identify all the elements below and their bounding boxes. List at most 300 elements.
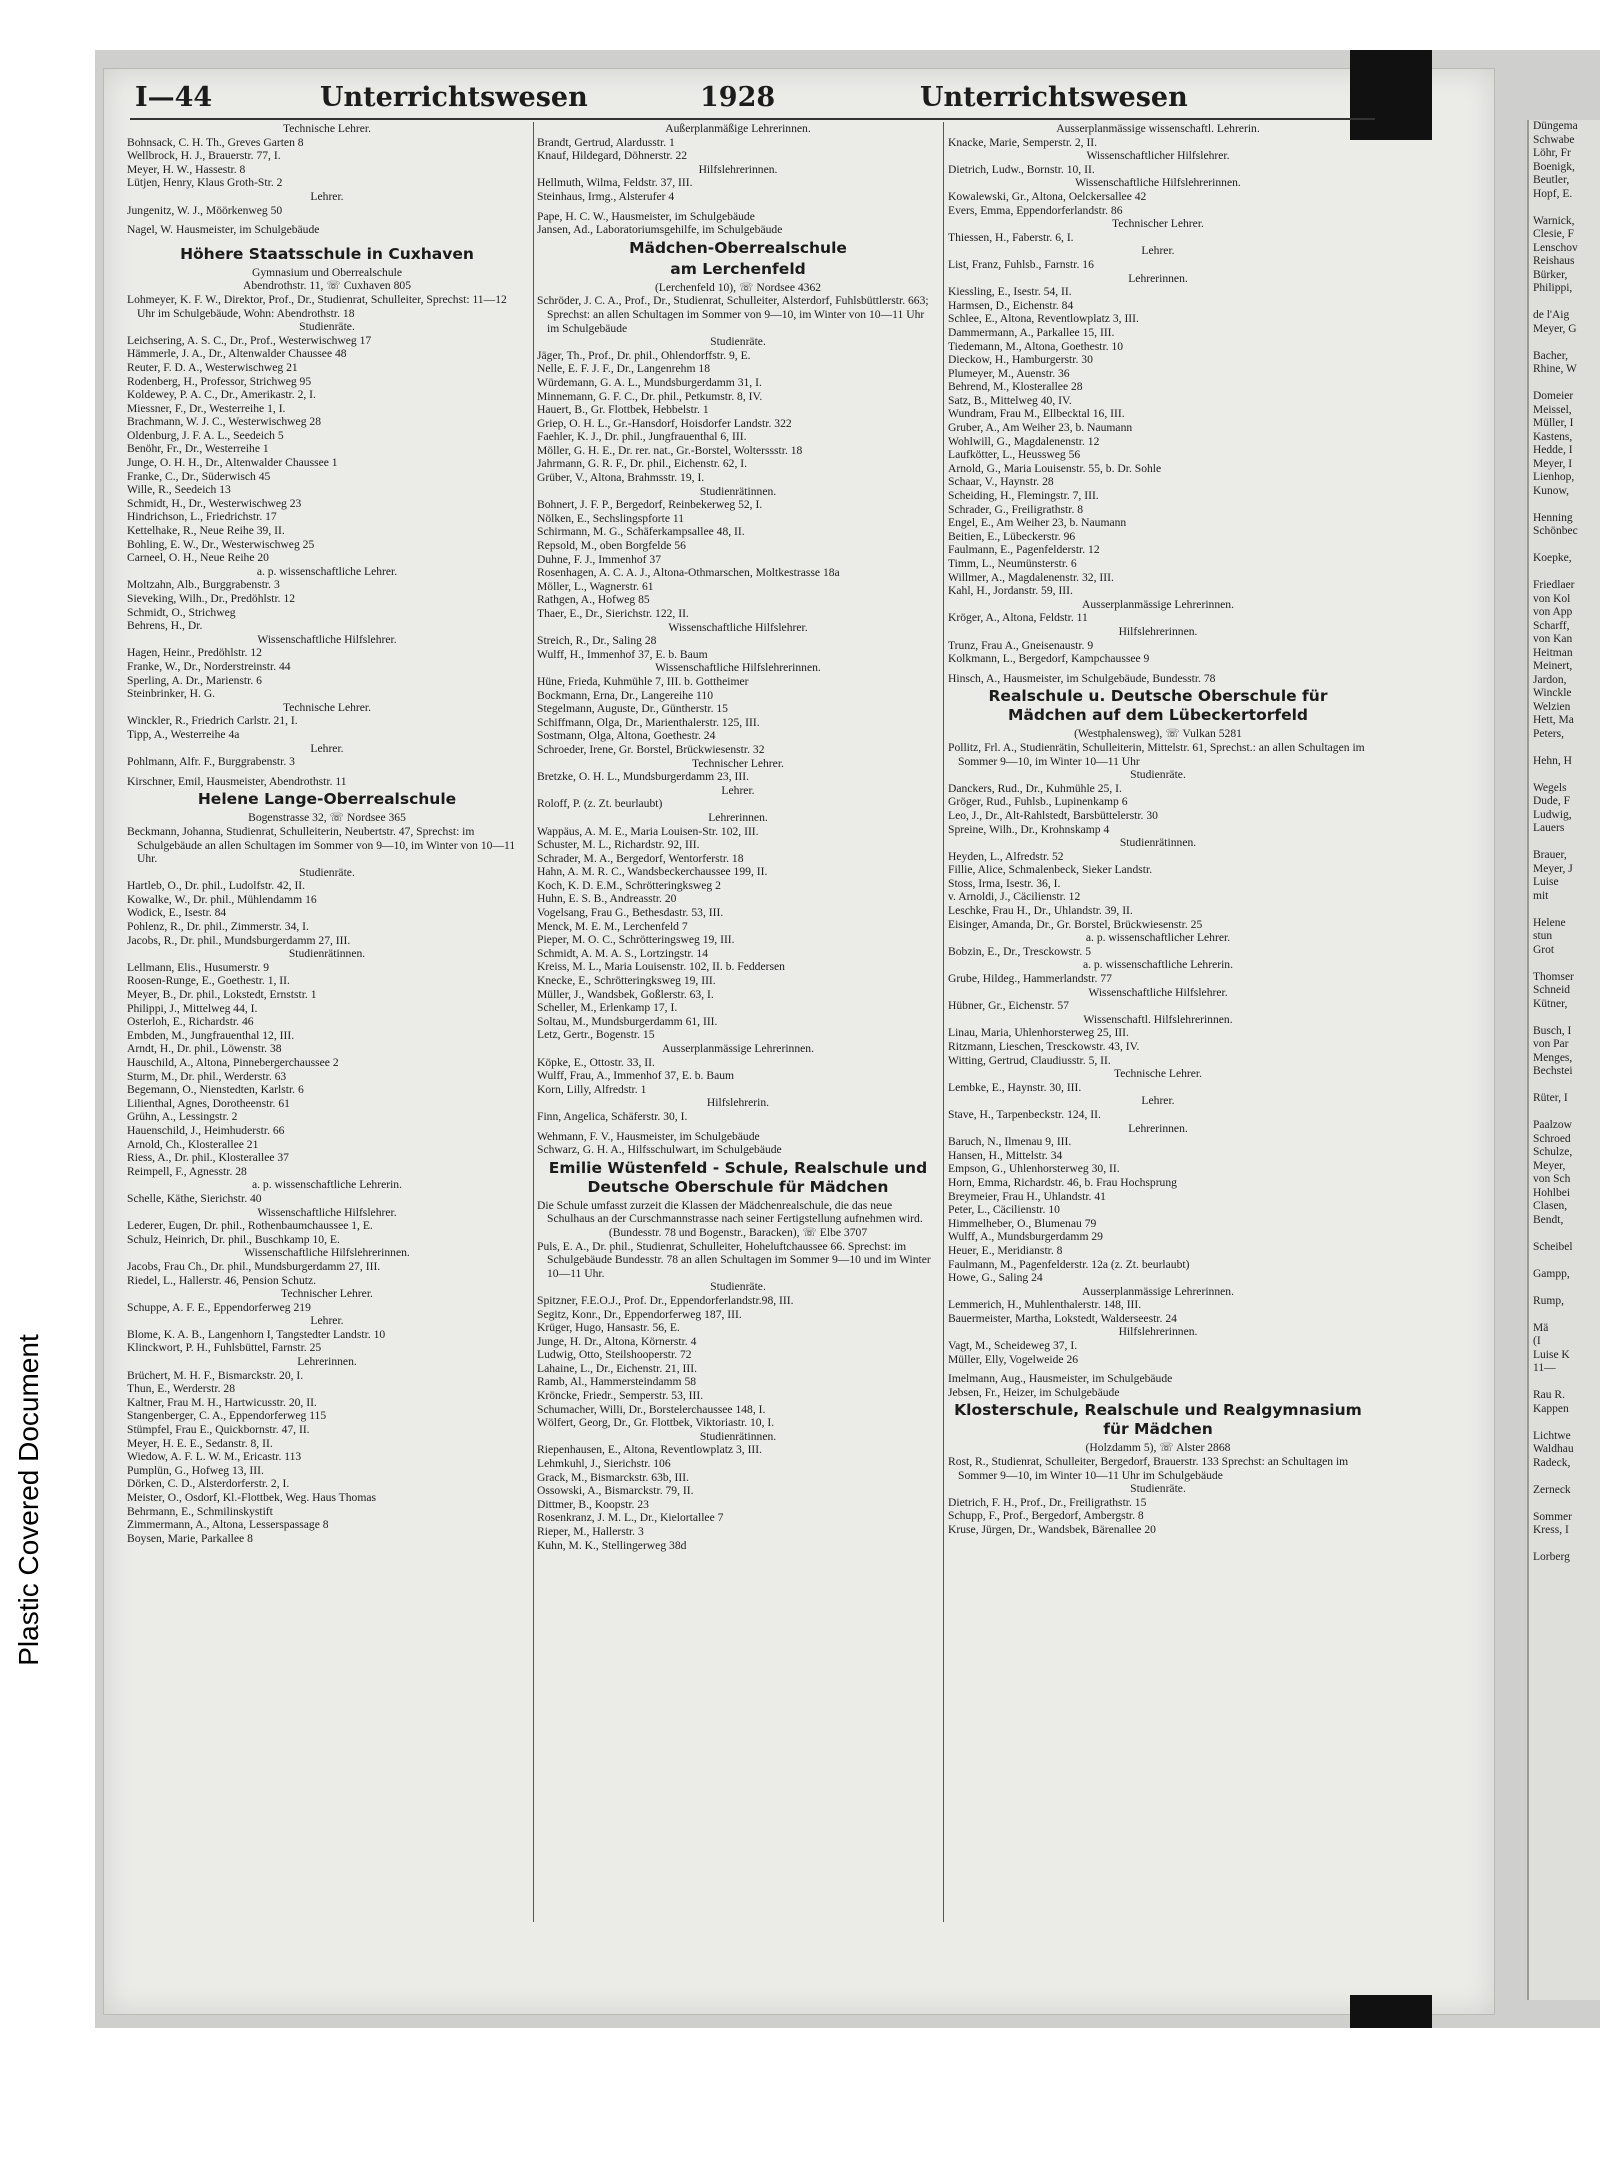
directory-entry: Nagel, W. Hausmeister, im Schulgebäude xyxy=(127,223,320,237)
directory-entry: Danckers, Rud., Dr., Kuhmühle 25, I. xyxy=(948,781,1122,795)
directory-entry: Satz, B., Mittelweg 40, IV. xyxy=(948,393,1072,407)
directory-entry: Peter, L., Cäcilienstr. 10 xyxy=(948,1203,1060,1217)
adjacent-page-line: Luise xyxy=(1533,876,1559,888)
directory-entry: Witting, Gertrud, Claudiusstr. 5, II. xyxy=(948,1053,1111,1067)
directory-entry: Wölfert, Georg, Dr., Gr. Flottbek, Viktoriastr. 10, I. xyxy=(537,1416,775,1430)
directory-entry: Bretzke, O. H. L., Mundsburgerdamm 23, III. xyxy=(537,770,749,784)
directory-entry: Tipp, A., Westerreihe 4a xyxy=(127,727,240,741)
directory-entry: Kaltner, Frau M. H., Hartwicusstr. 20, II. xyxy=(127,1395,317,1409)
adjacent-page-line xyxy=(1529,539,1600,553)
directory-entry: Sturm, M., Dr. phil., Werderstr. 63 xyxy=(127,1069,287,1083)
directory-entry: Schrader, M. A., Bergedorf, Wentorferstr. 18 xyxy=(537,851,744,865)
adjacent-page-line xyxy=(1529,957,1600,971)
adjacent-page-line: Meyer, I xyxy=(1533,457,1573,470)
directory-entry: Kuhn, M. K., Stellingerweg 38d xyxy=(537,1538,687,1552)
directory-entry: Schroeder, Irene, Gr. Borstel, Brückwiesenstr. 32 xyxy=(537,742,765,756)
adjacent-page-line: Brauer, xyxy=(1533,849,1567,861)
directory-entry: Lemmerich, H., Muhlenthalerstr. 148, III. xyxy=(948,1298,1142,1312)
adjacent-page-line: Kappen xyxy=(1533,1402,1569,1415)
adjacent-page-line: Lorberg xyxy=(1533,1551,1570,1563)
directory-entry: Dieckow, H., Hamburgerstr. 30 xyxy=(948,353,1093,367)
adjacent-page-line xyxy=(1529,336,1600,350)
section-heading: Studienräte. xyxy=(299,865,355,879)
directory-entry: Meister, O., Osdorf, Kl.-Flottbek, Weg. Haus Thomas xyxy=(127,1491,377,1504)
directory-entry: Laufkötter, L., Heussweg 56 xyxy=(948,448,1081,462)
adjacent-page-line xyxy=(1529,1497,1600,1511)
adjacent-page-line: Helene xyxy=(1533,916,1566,929)
adjacent-page-line: Hedde, I xyxy=(1533,444,1573,456)
directory-entry: Zimmermann, A., Altona, Lesserspassage 8 xyxy=(127,1518,329,1532)
adjacent-page-line: Mä xyxy=(1533,1321,1549,1334)
directory-entry: Klinckwort, P. H., Fuhlsbüttel, Farnstr. 25 xyxy=(127,1341,322,1355)
directory-entry: Arndt, H., Dr. phil., Löwenstr. 38 xyxy=(127,1042,282,1056)
section-heading: Wissenschaftliche Hilfslehrer. xyxy=(257,1205,397,1219)
directory-entry: Moltzahn, Alb., Burggrabenstr. 3 xyxy=(127,578,280,592)
section-heading: (Westphalensweg), ☏ Vulkan 5281 xyxy=(1074,727,1242,741)
directory-entry: Kettelhake, R., Neue Reihe 39, II. xyxy=(127,524,285,538)
section-heading: Ausserplanmässige Lehrerinnen. xyxy=(1082,1284,1234,1298)
section-heading: Wissenschaftliche Hilfslehrer. xyxy=(1088,985,1228,999)
adjacent-page-line: Scheibel xyxy=(1533,1240,1573,1253)
adjacent-page-line: von Sch xyxy=(1533,1173,1571,1185)
section-heading: Technischer Lehrer. xyxy=(692,756,784,770)
running-title-right: Unterrichtswesen xyxy=(920,82,1188,113)
directory-entry: Linau, Maria, Uhlenhorsterweg 25, III. xyxy=(948,1026,1129,1040)
directory-entry: Finn, Angelica, Schäferstr. 30, I. xyxy=(537,1109,688,1123)
school-heading: Mädchen-Oberrealschule xyxy=(629,238,847,257)
adjacent-page-line xyxy=(1529,741,1600,755)
directory-entry: Franke, W., Dr., Norderstreinstr. 44 xyxy=(127,659,291,673)
directory-entry: Leschke, Frau H., Dr., Uhlandstr. 39, II. xyxy=(948,904,1133,918)
directory-entry: Schulz, Heinrich, Dr. phil., Buschkamp 10, E. xyxy=(127,1232,340,1246)
adjacent-page-line: Winckle xyxy=(1533,687,1572,699)
directory-entry: Begemann, O., Nienstedten, Karlstr. 6 xyxy=(127,1083,304,1097)
directory-entry: Wiedow, A. F. L. W. M., Ericastr. 113 xyxy=(127,1450,302,1464)
directory-entry: Scheller, M., Erlenkamp 17, I. xyxy=(537,1001,678,1015)
directory-entry: Junge, O. H. H., Dr., Altenwalder Chaussee 1 xyxy=(127,456,338,470)
adjacent-page-line: Zerneck xyxy=(1533,1483,1571,1496)
directory-entry: Lahaine, L., Dr., Eichenstr. 21, III. xyxy=(537,1361,698,1375)
directory-entry: Möller, G. H. E., Dr. rer. nat., Gr.-Borstel, Wolterssstr. 18 xyxy=(537,443,803,457)
directory-entry: Osterloh, E., Richardstr. 46 xyxy=(127,1015,254,1029)
directory-entry: Engel, E., Am Weiher 23, b. Naumann xyxy=(948,516,1127,530)
section-heading: Studienräte. xyxy=(299,320,355,334)
directory-entry: Rieper, M., Hallerstr. 3 xyxy=(537,1525,644,1538)
directory-entry: Schaar, V., Haynstr. 28 xyxy=(948,475,1054,489)
directory-entry: Roloff, P. (z. Zt. beurlaubt) xyxy=(537,797,663,811)
directory-entry: Rodenberg, H., Professor, Strichweg 95 xyxy=(127,374,312,388)
directory-entry: Soltau, M., Mundsburgerdamm 61, III. xyxy=(537,1014,718,1028)
directory-entry: Baruch, N., Ilmenau 9, III. xyxy=(948,1135,1072,1149)
section-heading: Studienrätinnen. xyxy=(288,947,366,961)
directory-entry: Pollitz, Frl. A., Studienrätin, Schulleiterin, Mittelstr. 61, Sprechst.: an allen Schultagen im Sommer 9—10, im Winter 10—11 Uhr xyxy=(948,740,1365,768)
directory-entry: Bohling, E. W., Dr., Westerwischweg 25 xyxy=(127,537,315,551)
directory-entry: Carneel, O. H., Neue Reihe 20 xyxy=(127,551,269,565)
adjacent-page-line: Meinert, xyxy=(1533,660,1573,672)
directory-entry: Dietrich, Ludw., Bornstr. 10, II. xyxy=(948,162,1095,176)
running-title-left: Unterrichtswesen xyxy=(320,82,588,113)
adjacent-page-line: Thomser xyxy=(1533,970,1574,983)
adjacent-page-line: Löhr, Fr xyxy=(1533,147,1571,159)
directory-entry: Kiessling, E., Isestr. 54, II. xyxy=(948,285,1072,299)
directory-entry: Duhne, F. J., Immenhof 37 xyxy=(537,552,662,566)
directory-entry: Kowalewski, Gr., Altona, Oelckersallee 42 xyxy=(948,189,1147,203)
section-heading: Lehrer. xyxy=(1141,1094,1175,1108)
directory-entry: Meyer, B., Dr. phil., Lokstedt, Ernststr. 1 xyxy=(127,988,317,1002)
adjacent-page-line xyxy=(1529,296,1600,310)
directory-entry: Riepenhausen, E., Altona, Reventlowplatz 3, III. xyxy=(537,1443,763,1457)
directory-entry: Segitz, Konr., Dr., Eppendorferweg 187, III. xyxy=(537,1307,742,1321)
adjacent-page-line: von Par xyxy=(1533,1038,1569,1050)
section-heading: Ausserplanmässige Lehrerinnen. xyxy=(662,1042,814,1055)
section-heading: Lehrerinnen. xyxy=(1128,1121,1188,1135)
section-heading: Ausserplanmässige wissenschaftl. Lehrerin. xyxy=(1056,122,1260,135)
directory-entry: Brüchert, M. H. F., Bismarckstr. 20, I. xyxy=(127,1368,304,1382)
directory-entry: Schumacher, Willi, Dr., Borstelerchaussee 148, I. xyxy=(537,1402,766,1416)
directory-entry: Bobzin, E., Dr., Tresckowstr. 5 xyxy=(948,944,1091,958)
adjacent-page-line: Scharff, xyxy=(1533,619,1570,632)
section-heading: Studienräte. xyxy=(1130,1482,1186,1496)
directory-entry: Wohlwill, G., Magdalenenstr. 12 xyxy=(948,434,1100,448)
directory-entry: Pumplün, G., Hofweg 13, III. xyxy=(127,1463,264,1477)
directory-entry: Würdemann, G. A. L., Mundsburgerdamm 31, I. xyxy=(537,375,762,389)
directory-entry: Wulff, H., Immenhof 37, E. b. Baum xyxy=(537,647,708,661)
directory-entry: Hansen, H., Mittelstr. 34 xyxy=(948,1148,1063,1162)
directory-entry: Wodick, E., Isestr. 84 xyxy=(127,906,227,920)
school-note: Die Schule umfasst zurzeit die Klassen der Mädchenrealschule, die das neue Schulhaus an der Curschmannstrasse nach seiner Fertigstellung aufnehmen wird. xyxy=(537,1198,923,1226)
section-heading: Gymnasium und Oberrealschule xyxy=(251,265,403,279)
directory-entry: Wellbrock, H. J., Brauerstr. 77, I. xyxy=(127,149,281,163)
directory-entry: Wille, R., Seedeich 13 xyxy=(127,483,231,497)
spacer xyxy=(127,237,527,243)
adjacent-page-line: Meissel, xyxy=(1533,403,1572,416)
directory-entry: Empson, G., Uhlenhorsterweg 30, II. xyxy=(948,1162,1120,1176)
directory-entry: Behrmann, E., Schmilinskystift xyxy=(127,1504,273,1518)
directory-entry: Hübner, Gr., Eichenstr. 57 xyxy=(948,999,1069,1013)
directory-entry: Trunz, Frau A., Gneisenaustr. 9 xyxy=(948,638,1094,652)
section-heading: Bogenstrasse 32, ☏ Nordsee 365 xyxy=(248,811,406,825)
directory-entry: Kreiss, M. L., Maria Louisenstr. 102, II. b. Feddersen xyxy=(537,960,785,974)
section-heading: Hilfslehrerin. xyxy=(706,1096,770,1110)
adjacent-page-line xyxy=(1529,1106,1600,1120)
adjacent-page-line: Wegels xyxy=(1533,781,1567,794)
directory-entry: Schupp, F., Prof., Bergedorf, Ambergstr. 8 xyxy=(948,1509,1144,1523)
adjacent-page-line: Grot xyxy=(1533,943,1555,956)
directory-entry: Kröger, A., Altona, Feldstr. 11 xyxy=(948,611,1088,625)
adjacent-page-line xyxy=(1529,1079,1600,1093)
adjacent-page-line xyxy=(1529,1308,1600,1322)
section-heading: Technische Lehrer. xyxy=(282,122,372,135)
adjacent-page-line xyxy=(1529,1376,1600,1390)
directory-entry: Pape, H. C. W., Hausmeister, im Schulgebäude xyxy=(537,209,755,223)
directory-entry: Schwarz, G. H. A., Hilfsschulwart, im Schulgebäude xyxy=(537,1143,782,1157)
text-column-1 xyxy=(127,122,527,1545)
directory-entry: Lederer, Eugen, Dr. phil., Rothenbaumchaussee 1, E. xyxy=(127,1219,373,1233)
adjacent-page-line: Friedlaer xyxy=(1533,579,1575,591)
directory-entry: Dammermann, A., Parkallee 15, III. xyxy=(948,325,1115,339)
directory-entry: Faulmann, M., Pagenfelderstr. 12a (z. Zt. beurlaubt) xyxy=(948,1257,1190,1271)
directory-entry: Beckmann, Johanna, Studienrat, Schulleiterin, Neubertstr. 47, Sprechst: im Schulgebäude an allen Schultagen im Sommer von 9—10, im Winter von 10—11 Uhr. xyxy=(127,824,516,866)
directory-entry: Faulmann, E., Pagenfelderstr. 12 xyxy=(948,543,1100,557)
directory-entry: Lembke, E., Haynstr. 30, III. xyxy=(948,1080,1082,1094)
adjacent-page-line: Bacher, xyxy=(1533,349,1568,362)
directory-entry: Ramb, Al., Hammersteindamm 58 xyxy=(537,1375,697,1389)
directory-entry: Eisinger, Amanda, Dr., Gr. Borstel, Brückwiesenstr. 25 xyxy=(948,917,1203,931)
directory-entry: Schmidt, O., Strichweg xyxy=(127,605,236,619)
running-year: 1928 xyxy=(700,82,776,113)
directory-entry: Rosenhagen, A. C. A. J., Altona-Othmarschen, Moltkestrasse 18a xyxy=(537,566,840,580)
adjacent-page-line: Kastens, xyxy=(1533,430,1573,443)
section-heading: Abendrothstr. 11, ☏ Cuxhaven 805 xyxy=(243,279,411,293)
directory-entry: Schirmann, M. G., Schäferkampsallee 48, II. xyxy=(537,525,745,539)
directory-entry: Beitien, E., Lübeckerstr. 96 xyxy=(948,529,1076,543)
directory-entry: Oldenburg, J. F. A. L., Seedeich 5 xyxy=(127,428,284,442)
directory-entry: Junge, H. Dr., Altona, Körnerstr. 4 xyxy=(537,1334,697,1348)
directory-entry: Sieveking, Wilh., Dr., Predöhlstr. 12 xyxy=(127,592,296,605)
adjacent-page-line: Busch, I xyxy=(1533,1024,1572,1037)
directory-entry: Minnemann, G. F. C., Dr. phil., Petkumstr. 8, IV. xyxy=(537,389,763,403)
directory-entry: Jansen, Ad., Laboratoriumsgehilfe, im Schulgebäude xyxy=(537,223,783,237)
directory-entry: Arnold, G., Maria Louisenstr. 55, b. Dr. Sohle xyxy=(948,461,1162,475)
directory-entry: Hinsch, A., Hausmeister, im Schulgebäude, Bundesstr. 78 xyxy=(948,671,1216,685)
adjacent-page-line: Menges, xyxy=(1533,1051,1573,1064)
directory-entry: Grühn, A., Lessingstr. 2 xyxy=(127,1110,238,1124)
adjacent-page-line xyxy=(1529,1470,1600,1484)
adjacent-page-line: 11— xyxy=(1533,1362,1556,1374)
directory-entry: Stoss, Irma, Isestr. 36, I. xyxy=(948,876,1061,890)
directory-entry: Jäger, Th., Prof., Dr. phil., Ohlendorffstr. 9, E. xyxy=(537,348,751,362)
directory-entry: Stave, H., Tarpenbeckstr. 124, II. xyxy=(948,1107,1101,1121)
adjacent-page-line: von App xyxy=(1533,606,1573,618)
adjacent-page-line: Schneid xyxy=(1533,984,1571,996)
directory-entry: Schlee, E., Altona, Reventlowplatz 3, III. xyxy=(948,312,1139,326)
section-heading: Wissenschaftliche Hilfslehrerinnen. xyxy=(244,1246,410,1260)
directory-entry: Bohnert, J. F. P., Bergedorf, Reinbekerweg 52, I. xyxy=(537,498,763,512)
adjacent-page-line: Radeck, xyxy=(1533,1456,1571,1469)
directory-entry: Plumeyer, M., Auenstr. 36 xyxy=(948,366,1070,380)
adjacent-page-line: Heitman xyxy=(1533,646,1573,659)
adjacent-page-line: Schroed xyxy=(1533,1132,1571,1145)
adjacent-page-line xyxy=(1529,1227,1600,1241)
directory-entry: Schröder, J. C. A., Prof., Dr., Studienrat, Schulleiter, Alsterdorf, Fuhlsbüttlerstr. 663; Sprechst: an allen Schultagen im Sommer von 9—10, im Winter von 10—11 Uhr im Schulgebäude xyxy=(537,294,929,335)
adjacent-page-line: Hehn, H xyxy=(1533,754,1572,767)
directory-entry: Jungenitz, W. J., Möörkenweg 50 xyxy=(127,203,283,217)
adjacent-page-line: Lenschov xyxy=(1533,241,1578,254)
directory-entry: Hauschild, A., Altona, Pinnebergerchaussee 2 xyxy=(127,1056,339,1069)
adjacent-page-line: Warnick, xyxy=(1533,214,1575,227)
adjacent-page-line: Peters, xyxy=(1533,727,1564,740)
watermark-sidebar xyxy=(6,1300,52,1700)
adjacent-page-line: Müller, I xyxy=(1533,417,1574,429)
directory-entry: Harmsen, D., Eichenstr. 84 xyxy=(948,298,1074,312)
directory-entry: Pohlenz, R., Dr. phil., Zimmerstr. 34, I. xyxy=(127,920,309,934)
section-heading: (Bundesstr. 78 und Bogenstr., Baracken), ☏ Elbe 3707 xyxy=(608,1225,868,1239)
adjacent-page-fragment xyxy=(1527,120,1600,2000)
directory-entry: Wulff, A., Mundsburgerdamm 29 xyxy=(948,1230,1103,1244)
directory-entry: Faehler, K. J., Dr. phil., Jungfrauenthal 6, III. xyxy=(537,430,747,444)
directory-entry: Embden, M., Jungfrauenthal 12, III. xyxy=(127,1028,295,1042)
directory-entry: Arnold, Ch., Klosterallee 21 xyxy=(127,1137,259,1151)
adjacent-page-line: Luise K xyxy=(1533,1348,1570,1361)
section-heading: Hilfslehrerinnen. xyxy=(1118,624,1198,638)
directory-entry: Brachmann, W. J. C., Westerwischweg 28 xyxy=(127,415,321,429)
directory-entry: Jebsen, Fr., Heizer, im Schulgebäude xyxy=(948,1385,1120,1399)
directory-entry: Imelmann, Aug., Hausmeister, im Schulgebäude xyxy=(948,1372,1173,1386)
adjacent-page-line: Kress, I xyxy=(1533,1524,1569,1536)
directory-entry: Knecke, E., Schrötteringksweg 19, III. xyxy=(537,974,716,988)
adjacent-page-line: Hopf, E. xyxy=(1533,187,1573,200)
directory-entry: Nelle, E. F. J. F., Dr., Langenrehm 18 xyxy=(537,362,710,376)
directory-entry: List, Franz, Fuhlsb., Farnstr. 16 xyxy=(948,257,1094,271)
adjacent-page-line: Meyer, xyxy=(1533,1159,1566,1172)
directory-entry: Korn, Lilly, Alfredstr. 1 xyxy=(537,1082,647,1096)
adjacent-page-line: Henning xyxy=(1533,511,1573,524)
directory-entry: Stangenberger, C. A., Eppendorferweg 115 xyxy=(127,1409,327,1423)
directory-entry: Lehmkuhl, J., Sierichstr. 106 xyxy=(537,1457,671,1471)
adjacent-page-line: Ludwig, xyxy=(1533,808,1572,821)
adjacent-page-line xyxy=(1529,768,1600,782)
directory-entry: Tiedemann, M., Altona, Goethestr. 10 xyxy=(948,339,1124,353)
directory-entry: Jahrmann, G. R. F., Dr. phil., Eichenstr. 62, I. xyxy=(537,457,747,471)
directory-entry: Riedel, L., Hallerstr. 46, Pension Schutz. xyxy=(127,1273,317,1287)
adjacent-page-line: Bechstei xyxy=(1533,1065,1573,1077)
directory-entry: Timm, L., Neumünsterstr. 6 xyxy=(948,557,1077,570)
adjacent-page-line: Rau R. xyxy=(1533,1389,1565,1401)
directory-entry: Dietrich, F. H., Prof., Dr., Freiligrathstr. 15 xyxy=(948,1495,1147,1509)
section-heading: a. p. wissenschaftliche Lehrer. xyxy=(256,564,398,578)
directory-entry: Wulff, Frau, A., Immenhof 37, E. b. Baum xyxy=(537,1069,735,1083)
adjacent-page-line: Meyer, J xyxy=(1533,862,1573,875)
directory-entry: Reimpell, F., Agnesstr. 28 xyxy=(127,1164,247,1178)
directory-entry: Repsold, M., oben Borgfelde 56 xyxy=(537,539,686,553)
adjacent-page-line: von Kol xyxy=(1533,592,1571,605)
directory-entry: Heyden, L., Alfredstr. 52 xyxy=(948,849,1064,863)
adjacent-page-line: Philippi, xyxy=(1533,282,1573,294)
directory-entry: Koch, K. D. E.M., Schrötteringksweg 2 xyxy=(537,878,721,892)
directory-entry: Thaer, E., Dr., Sierichstr. 122, II. xyxy=(537,607,689,620)
directory-entry: Huhn, E. S. B., Andreasstr. 20 xyxy=(537,892,677,906)
school-heading: am Lerchenfeld xyxy=(670,259,806,278)
directory-entry: Lilienthal, Agnes, Dorotheenstr. 61 xyxy=(127,1096,290,1110)
section-heading: Lehrer. xyxy=(310,741,344,755)
section-heading: Technischer Lehrer. xyxy=(1112,217,1204,231)
directory-entry: Heuer, E., Meridianstr. 8 xyxy=(948,1243,1063,1257)
section-heading: a. p. wissenschaftliche Lehrerin. xyxy=(251,1178,403,1192)
adjacent-page-line: Meyer, G xyxy=(1533,322,1577,335)
section-heading: Lehrer. xyxy=(721,783,755,797)
adjacent-page-line: Kütner, xyxy=(1533,997,1568,1010)
section-heading: (Lerchenfeld 10), ☏ Nordsee 4362 xyxy=(654,280,822,294)
directory-entry: Lütjen, Henry, Klaus Groth-Str. 2 xyxy=(127,176,283,190)
page-number: I—44 xyxy=(135,82,213,113)
directory-entry: Rosenkranz, J. M. L., Dr., Kielortallee 7 xyxy=(537,1511,724,1525)
adjacent-page-line: Beutler, xyxy=(1533,174,1570,186)
directory-entry: Thiessen, H., Faberstr. 6, I. xyxy=(948,230,1074,244)
section-heading: Außerplanmäßige Lehrerinnen. xyxy=(665,122,811,135)
adjacent-page-line: Bendt, xyxy=(1533,1213,1564,1226)
directory-entry: Menck, M. E. M., Lerchenfeld 7 xyxy=(537,919,688,933)
directory-entry: Himmelheber, O., Blumenau 79 xyxy=(948,1216,1097,1230)
section-heading: Technische Lehrer. xyxy=(1113,1067,1203,1081)
directory-entry: Schmidt, H., Dr., Westerwischweg 23 xyxy=(127,496,302,510)
section-heading: Studienräte. xyxy=(1130,768,1186,782)
directory-entry: Hagen, Heinr., Predöhlstr. 12 xyxy=(127,646,262,660)
directory-entry: Jacobs, Frau Ch., Dr. phil., Mundsburgerdamm 27, III. xyxy=(127,1259,381,1273)
directory-entry: Hüne, Frieda, Kuhmühle 7, III. b. Gottheimer xyxy=(537,674,749,688)
directory-entry: Rathgen, A., Hofweg 85 xyxy=(537,593,650,607)
adjacent-page-line xyxy=(1529,201,1600,215)
section-heading: (Holzdamm 5), ☏ Alster 2868 xyxy=(1085,1441,1231,1455)
directory-entry: Kirschner, Emil, Hausmeister, Abendrothstr. 11 xyxy=(127,774,347,788)
directory-entry: Griep, O. H. L., Gr.-Hansdorf, Hoisdorfer Landstr. 322 xyxy=(537,416,792,430)
directory-entry: Streich, R., Dr., Saling 28 xyxy=(537,634,657,648)
adjacent-page-line: Lichtwe xyxy=(1533,1429,1571,1442)
directory-entry: Jacobs, R., Dr. phil., Mundsburgerdamm 27, III. xyxy=(127,933,351,947)
directory-entry: Gruber, A., Am Weiher 23, b. Naumann xyxy=(948,421,1133,435)
scan-edge-stripe xyxy=(1350,1995,1432,2028)
school-heading: Höhere Staatsschule in Cuxhaven xyxy=(180,244,474,263)
section-heading: Hilfslehrerinnen. xyxy=(1118,1325,1198,1339)
directory-entry: Spreine, Wilh., Dr., Krohnskamp 4 xyxy=(948,822,1110,836)
directory-entry: Kowalke, W., Dr. phil., Mühlendamm 16 xyxy=(127,892,317,906)
directory-entry: Wehmann, F. V., Hausmeister, im Schulgebäude xyxy=(537,1129,760,1143)
directory-entry: Philippi, J., Mittelweg 44, I. xyxy=(127,1001,258,1015)
section-heading: Lehrerinnen. xyxy=(297,1355,357,1369)
adjacent-page-line: Dude, F xyxy=(1533,795,1571,807)
directory-entry: Leo, J., Dr., Alt-Rahlstedt, Barsbüttelerstr. 30 xyxy=(948,808,1158,822)
directory-entry: Ludwig, Otto, Steilshooperstr. 72 xyxy=(537,1348,692,1362)
adjacent-page-line xyxy=(1529,903,1600,917)
school-heading: Helene Lange-Oberrealschule xyxy=(197,790,457,809)
adjacent-page-line: de l'Aig xyxy=(1533,309,1570,321)
section-heading: a. p. wissenschaftlicher Lehrer. xyxy=(1085,931,1231,945)
school-heading: Klosterschule, Realschule und Realgymnasium für Mädchen xyxy=(954,1401,1362,1439)
adjacent-page-line: Schönbec xyxy=(1533,525,1578,537)
directory-entry: Evers, Emma, Eppendorferlandstr. 86 xyxy=(948,203,1123,217)
adjacent-page-line: Koepke, xyxy=(1533,552,1572,564)
directory-entry: Lellmann, Elis., Husumerstr. 9 xyxy=(127,960,270,974)
directory-entry: Riess, A., Dr. phil., Klosterallee 37 xyxy=(127,1151,289,1165)
adjacent-page-line xyxy=(1529,1281,1600,1295)
directory-entry: Leichsering, A. S. C., Dr., Prof., Westerwischweg 17 xyxy=(127,333,372,347)
directory-entry: Ossowski, A., Bismarckstr. 79, II. xyxy=(537,1484,694,1498)
adjacent-page-line: Gampp, xyxy=(1533,1267,1570,1280)
column-rule xyxy=(533,122,534,1922)
directory-entry: Breymeier, Frau H., Uhlandstr. 41 xyxy=(948,1189,1106,1203)
directory-entry: Howe, G., Saling 24 xyxy=(948,1271,1043,1285)
directory-entry: Bohnsack, C. H. Th., Greves Garten 8 xyxy=(127,135,304,149)
adjacent-page-line: Düngema xyxy=(1533,120,1578,132)
adjacent-page-line: Boenigk, xyxy=(1533,160,1575,173)
directory-entry: Vagt, M., Scheideweg 37, I. xyxy=(948,1339,1078,1353)
directory-entry: Kruse, Jürgen, Dr., Wandsbek, Bärenallee 20 xyxy=(948,1523,1156,1536)
adjacent-page-line: Lauers xyxy=(1533,822,1565,834)
section-heading: Lehrer. xyxy=(310,189,344,203)
directory-entry: Schuppe, A. F. E., Eppendorferweg 219 xyxy=(127,1300,311,1314)
text-column-3 xyxy=(948,122,1368,1537)
adjacent-page-line xyxy=(1529,498,1600,512)
directory-entry: Ritzmann, Lieschen, Tresckowstr. 43, IV. xyxy=(948,1040,1140,1053)
section-heading: Wissenschaftliche Hilfslehrerinnen. xyxy=(1075,176,1241,190)
adjacent-page-line xyxy=(1529,1416,1600,1430)
directory-entry: Knauf, Hildegard, Döhnerstr. 22 xyxy=(537,149,688,163)
adjacent-page-line xyxy=(1529,1254,1600,1268)
section-heading: Wissenschaftliche Hilfslehrer. xyxy=(257,632,397,646)
directory-entry: Stümpfel, Frau E., Quickbornstr. 47, II. xyxy=(127,1423,310,1437)
directory-entry: Miessner, F., Dr., Westerreihe 1, I. xyxy=(127,401,286,415)
adjacent-page-line: Rump, xyxy=(1533,1294,1564,1307)
directory-entry: Steinbrinker, H. G. xyxy=(127,687,216,701)
